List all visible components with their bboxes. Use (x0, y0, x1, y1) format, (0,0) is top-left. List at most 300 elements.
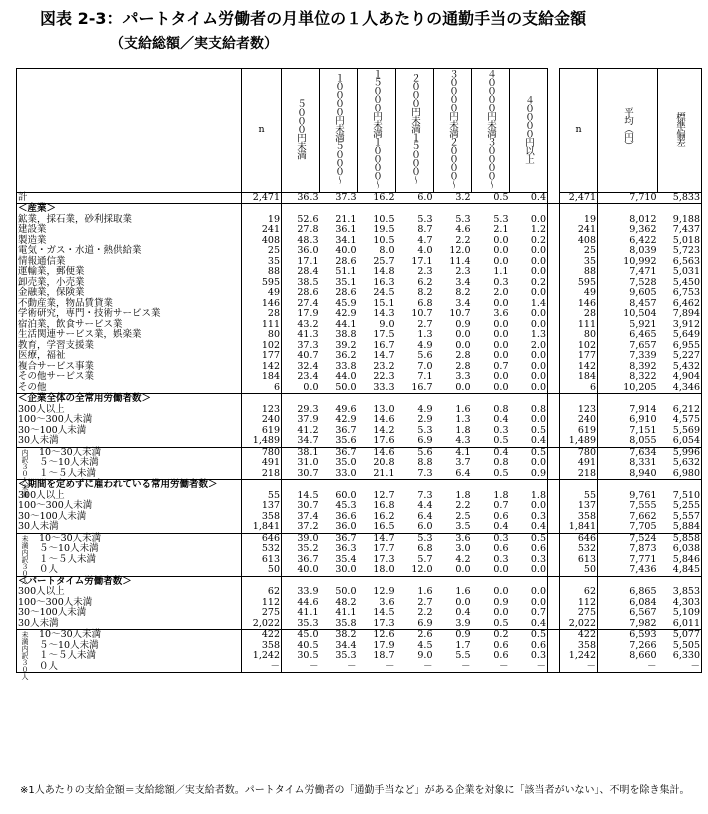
table-row (17, 278, 702, 289)
cell-value: 0.3 (530, 650, 546, 661)
cell-value: 0.9 (455, 318, 471, 330)
column-gap (548, 225, 560, 236)
table-row (17, 491, 702, 502)
cell-value: 0.5 (530, 424, 546, 436)
cell-value: 14.5 (297, 489, 319, 501)
cell-value: 0.3 (493, 553, 509, 565)
cell-value: 0.0 (493, 607, 509, 618)
cell-value: 0.3 (530, 510, 546, 522)
row-label: 10～30人未満 未満内訳３０人 (17, 630, 242, 641)
cell-value: 3.3 (455, 371, 471, 382)
cell-value: 8,660 (629, 650, 657, 661)
column-gap (548, 630, 560, 641)
row-label: 医療，福祉 (17, 351, 242, 362)
row-label: 金融業，保険業 (17, 288, 242, 299)
cell-value: 8,055 (598, 436, 658, 447)
column-gap (548, 491, 560, 502)
row-label: ５～10人未満 (17, 458, 242, 469)
row-label: 教育，学習支援業 (17, 341, 242, 352)
cell-value: 1,841 (242, 522, 282, 533)
cell-value: 12.0 (449, 245, 471, 256)
cell-value: 6,865 (629, 586, 657, 597)
column-gap (548, 619, 560, 630)
cell-value: 9,761 (629, 489, 657, 501)
cell-value: 12.6 (373, 629, 395, 640)
cell-value: 33.0 (320, 469, 358, 480)
cell-value: 4.5 (417, 639, 433, 651)
cell-value: 146 (560, 299, 598, 310)
cell-value: 8.7 (417, 224, 433, 235)
cell-value: 49 (560, 288, 598, 299)
column-gap (548, 405, 560, 416)
cell-value: 1.8 (455, 424, 471, 436)
cell-value: 422 (560, 630, 598, 641)
cell-value: 4.3 (434, 436, 472, 447)
cell-value: 177 (242, 351, 282, 362)
header-row (17, 69, 702, 193)
cell-value: 4.9 (417, 403, 433, 415)
cell-value: 0.0 (530, 308, 546, 319)
cell-value: 5.6 (417, 350, 433, 361)
cell-value: 37.3 (297, 339, 319, 351)
cell-value: 39.2 (335, 339, 357, 351)
cell-value (320, 204, 358, 215)
cell-value: 0.0 (493, 245, 509, 256)
cell-value: 102 (560, 341, 598, 352)
cell-value: 0.0 (530, 414, 546, 425)
cell-value: 8.2 (417, 287, 433, 298)
column-gap (548, 236, 560, 247)
cell-value: 275 (560, 608, 598, 619)
cell-value: 111 (560, 320, 598, 331)
cell-value: 30.0 (320, 565, 358, 576)
row-label: 学術研究，専門・技術サービス業 (17, 309, 242, 320)
row-label: 生活関連サービス業，娯楽業 (17, 330, 242, 341)
cell-value: 0.4 (472, 522, 510, 533)
cell-value: 0.0 (530, 255, 546, 267)
cell-value: 0.2 (530, 234, 546, 246)
header-10000-15000: １５０００円未満１００００～ (358, 69, 396, 193)
cell-value: 0.0 (493, 329, 509, 340)
cell-value: 4.4 (417, 500, 433, 511)
cell-value: 5.3 (493, 213, 509, 225)
cell-value: 7,657 (629, 339, 657, 351)
cell-value: 13.0 (373, 403, 395, 415)
cell-value: － (560, 662, 598, 673)
cell-value: 1.6 (417, 586, 433, 597)
row-label: 情報通信業 (17, 257, 242, 268)
cell-value: 0.5 (530, 532, 546, 544)
cell-value: 0.3 (493, 532, 509, 544)
cell-value: 3.7 (455, 457, 471, 468)
cell-value: 7,524 (629, 532, 657, 544)
cell-value: 1.8 (455, 489, 471, 501)
cell-value: 532 (242, 544, 282, 555)
cell-value (510, 204, 548, 215)
cell-value: 7,771 (629, 553, 657, 565)
cell-value: 6.0 (396, 522, 434, 533)
cell-value: 0.0 (472, 383, 510, 394)
cell-value: 16.2 (358, 192, 396, 204)
cell-value: 37.4 (297, 510, 319, 522)
cell-value: 0.0 (472, 565, 510, 576)
cell-value: － (658, 662, 702, 673)
cell-value (560, 204, 598, 215)
cell-value: 2.8 (455, 360, 471, 372)
cell-value: 18.7 (373, 650, 395, 661)
row-label: １～５人未満 (17, 651, 242, 662)
cell-value: 14.3 (373, 308, 395, 319)
table-row (17, 501, 702, 512)
table-row (17, 512, 702, 523)
cell-value: 0.8 (493, 457, 509, 468)
cell-value: 6,593 (629, 629, 657, 640)
cell-value: 6.9 (396, 619, 434, 630)
cell-value (598, 480, 658, 491)
cell-value: 50.0 (320, 383, 358, 394)
column-gap (548, 501, 560, 512)
cell-value: 0.5 (472, 469, 510, 480)
cell-value: 35 (560, 257, 598, 268)
cell-value: 25 (242, 246, 282, 257)
column-gap (548, 587, 560, 598)
table-row (17, 394, 702, 405)
cell-value: 41.2 (297, 424, 319, 436)
row-label: 複合サービス事業 (17, 362, 242, 373)
cell-value: 12.9 (373, 586, 395, 597)
cell-value: 5,649 (658, 330, 702, 341)
cell-value: 8.2 (455, 287, 471, 298)
cell-value: 112 (242, 598, 282, 609)
cell-value: 10,205 (598, 383, 658, 394)
cell-value: 17.3 (358, 619, 396, 630)
cell-value: 0.2 (493, 629, 509, 640)
cell-value: 49.6 (335, 403, 357, 415)
cell-value: 5,557 (658, 512, 702, 523)
cell-value: 1.8 (493, 489, 509, 501)
cell-value (396, 204, 434, 215)
cell-value: 2,022 (242, 619, 282, 630)
cell-value: 6,462 (658, 299, 702, 310)
cell-value: 408 (560, 236, 598, 247)
header-15000-20000: ２０００円未満１５０００～ (396, 69, 434, 193)
cell-value: 20.8 (373, 457, 395, 468)
cell-value: 6,011 (658, 619, 702, 630)
cell-value: 5,723 (658, 246, 702, 257)
column-gap (548, 267, 560, 278)
cell-value (658, 394, 702, 405)
table-row (17, 651, 702, 662)
cell-value: 0.7 (530, 607, 546, 618)
cell-value: 5,921 (629, 318, 657, 330)
cell-value: 780 (242, 447, 282, 458)
column-gap (548, 278, 560, 289)
cell-value (282, 394, 320, 405)
row-label: 計 (17, 192, 242, 204)
table-row (17, 225, 702, 236)
table-row (17, 619, 702, 630)
cell-value: 35.6 (320, 436, 358, 447)
cell-value: 0.0 (455, 329, 471, 340)
row-label: ０人 (17, 565, 242, 576)
cell-value: 0.6 (530, 639, 546, 651)
cell-value: 5.5 (455, 650, 471, 661)
cell-value: 7,705 (598, 522, 658, 533)
cell-value: 0.0 (530, 213, 546, 225)
table-row (17, 608, 702, 619)
cell-value: 41.1 (297, 607, 319, 618)
cell-value: 4.7 (417, 234, 433, 246)
cell-value: 0.5 (530, 446, 546, 458)
cell-value: － (434, 662, 472, 673)
row-label: 100～300人未満 (17, 598, 242, 609)
cell-value: 2.3 (417, 266, 433, 277)
cell-value: 240 (560, 415, 598, 426)
cell-value: 0.0 (530, 586, 546, 597)
cell-value: 613 (242, 555, 282, 566)
cell-value: 17.6 (358, 436, 396, 447)
column-gap (548, 436, 560, 447)
cell-value: 5,077 (658, 630, 702, 641)
cell-value: 7,151 (629, 424, 657, 436)
header-30000-40000: ４００００円未満３００００～ (472, 69, 510, 193)
cell-value: 1.7 (455, 639, 471, 651)
cell-value: 37.3 (320, 192, 358, 204)
cell-value (434, 480, 472, 491)
header-over-40000: ４００００円以上 (510, 69, 548, 193)
row-label: その他 (17, 383, 242, 394)
cell-value: 25.7 (373, 255, 395, 267)
cell-value: 184 (560, 372, 598, 383)
cell-value: 613 (560, 555, 598, 566)
cell-value: 8,940 (598, 469, 658, 480)
cell-value: 10.5 (373, 213, 395, 225)
cell-value: 7,894 (658, 309, 702, 320)
cell-value: 3.9 (434, 619, 472, 630)
header-std-dev: 標準偏差 (658, 69, 702, 193)
cell-value: 28 (242, 309, 282, 320)
cell-value (510, 394, 548, 405)
cell-value (472, 394, 510, 405)
cell-value: 5,432 (658, 362, 702, 373)
table-row (17, 630, 702, 641)
column-gap (548, 458, 560, 469)
cell-value: 1.6 (455, 403, 471, 415)
cell-value: 50.0 (335, 586, 357, 597)
group-label: 未満内訳３０人 (21, 534, 29, 584)
cell-value: 4.6 (455, 224, 471, 235)
cell-value: 5,109 (658, 608, 702, 619)
table-row (17, 257, 702, 268)
cell-value: 0.0 (493, 318, 509, 330)
cell-value: 6,753 (658, 288, 702, 299)
cell-value: 8,322 (629, 371, 657, 382)
cell-value: 1.1 (493, 266, 509, 277)
cell-value (242, 394, 282, 405)
cell-value: 0.0 (530, 371, 546, 382)
cell-value: 38.8 (335, 329, 357, 340)
cell-value (320, 394, 358, 405)
cell-value (358, 204, 396, 215)
cell-value: 35.2 (297, 543, 319, 554)
cell-value: 0.9 (455, 629, 471, 640)
cell-value: 491 (242, 458, 282, 469)
cell-value: 16.3 (373, 276, 395, 288)
cell-value: 7,662 (629, 510, 657, 522)
cell-value: 0.0 (530, 360, 546, 372)
row-label: 300人以上 (17, 587, 242, 598)
cell-value: 7,437 (658, 225, 702, 236)
cell-value: 3.2 (434, 192, 472, 204)
cell-value: 0.0 (455, 596, 471, 608)
cell-value: 0.3 (493, 276, 509, 288)
column-gap (548, 215, 560, 226)
cell-value: － (598, 662, 658, 673)
cell-value: 62 (242, 587, 282, 598)
cell-value: 16.8 (373, 500, 395, 511)
cell-value: 36.0 (297, 245, 319, 256)
column-gap (548, 320, 560, 331)
cell-value: 532 (560, 544, 598, 555)
cell-value: 35.3 (335, 650, 357, 661)
cell-value: 7,710 (598, 192, 658, 204)
row-label: その他サービス業 (17, 372, 242, 383)
cell-value: 34.7 (282, 436, 320, 447)
row-label: ５～10人未満 (17, 544, 242, 555)
cell-value: 2,471 (242, 192, 282, 204)
cell-value: 142 (242, 362, 282, 373)
cell-value: 18.0 (358, 565, 396, 576)
cell-value: － (510, 662, 548, 673)
column-gap (548, 426, 560, 437)
cell-value: 9.0 (379, 318, 395, 330)
cell-value: 14.5 (373, 607, 395, 618)
row-label: 300人以上 (17, 405, 242, 416)
cell-value: 0.6 (493, 510, 509, 522)
group-label: 内訳３０人未満 (21, 448, 29, 498)
cell-value: 6,212 (658, 405, 702, 416)
header-20000-30000: ３００００円未満２００００～ (434, 69, 472, 193)
cell-value: 6,422 (629, 234, 657, 246)
cell-value: 4.1 (455, 446, 471, 458)
cell-value: 17.7 (373, 543, 395, 554)
cell-value: 80 (242, 330, 282, 341)
cell-value: 45.3 (335, 500, 357, 511)
column-gap (548, 309, 560, 320)
table-row (17, 372, 702, 383)
table-row (17, 405, 702, 416)
cell-value: 2.6 (417, 629, 433, 640)
cell-value: 8,039 (629, 245, 657, 256)
cell-value: 14.7 (373, 350, 395, 361)
cell-value: 29.3 (297, 403, 319, 415)
table-row (17, 204, 702, 215)
row-label: 100～300人未満 (17, 501, 242, 512)
cell-value: 3.6 (493, 308, 509, 319)
cell-value: 10,504 (623, 308, 657, 319)
cell-value: 30.7 (282, 469, 320, 480)
header-5000-10000: １００００円未満５０００～ (320, 69, 358, 193)
cell-value: 36.7 (335, 424, 357, 436)
table-row (17, 415, 702, 426)
cell-value: 8.8 (417, 457, 433, 468)
column-gap (548, 394, 560, 405)
row-label: 30人未満 (17, 436, 242, 447)
cell-value (242, 480, 282, 491)
cell-value (434, 394, 472, 405)
cell-value: 7,914 (629, 403, 657, 415)
cell-value: 0.0 (510, 565, 548, 576)
cell-value: 6.4 (434, 469, 472, 480)
table-row (17, 522, 702, 533)
cell-value: 6.8 (417, 297, 433, 309)
table-row (17, 565, 702, 576)
cell-value: 34.1 (335, 234, 357, 246)
cell-value: 36.7 (297, 553, 319, 565)
cell-value: 1.8 (530, 489, 546, 501)
cell-value (510, 480, 548, 491)
cell-value: 5.6 (417, 446, 433, 458)
cell-value: 7.3 (396, 469, 434, 480)
cell-value: 21.1 (358, 469, 396, 480)
cell-value: 37.2 (282, 522, 320, 533)
table-row (17, 458, 702, 469)
cell-value: 8,392 (629, 360, 657, 372)
row-label: 卸売業，小売業 (17, 278, 242, 289)
cell-value: 1.3 (417, 329, 433, 340)
header-n2: n (560, 69, 598, 193)
cell-value: 0.6 (530, 543, 546, 554)
cell-value: 0.0 (530, 350, 546, 361)
cell-value: 48.2 (335, 596, 357, 608)
cell-value: 14.6 (373, 414, 395, 425)
table-row (17, 341, 702, 352)
cell-value (282, 480, 320, 491)
table-row (17, 246, 702, 257)
cell-value: 25 (560, 246, 598, 257)
table-row (17, 662, 702, 673)
cell-value: 36.3 (335, 543, 357, 554)
cell-value: 17.3 (373, 553, 395, 565)
cell-value: 19.5 (373, 224, 395, 235)
column-gap (548, 662, 560, 673)
column-gap (548, 447, 560, 458)
cell-value: 50 (560, 565, 598, 576)
column-gap (548, 383, 560, 394)
cell-value (358, 394, 396, 405)
row-label: ＜期間を定めずに雇われている常用労働者数＞ (17, 480, 242, 491)
table-row (17, 192, 702, 204)
cell-value: 0.0 (455, 339, 471, 351)
column-gap (548, 533, 560, 544)
cell-value: 0.6 (493, 650, 509, 661)
row-label: ＜企業全体の全常用労働者数＞ (17, 394, 242, 405)
cell-value: 41.3 (297, 329, 319, 340)
cell-value: 0.7 (493, 500, 509, 511)
cell-value: 50 (242, 565, 282, 576)
cell-value: 2.0 (530, 339, 546, 351)
cell-value: 1,489 (560, 436, 598, 447)
cell-value: 0.0 (530, 457, 546, 468)
cell-value: 38.5 (297, 276, 319, 288)
cell-value: 27.4 (297, 297, 319, 309)
cell-value: 0.4 (510, 436, 548, 447)
cell-value: 16.2 (373, 510, 395, 522)
cell-value: 5,833 (658, 192, 702, 204)
cell-value: 11.4 (449, 255, 471, 267)
cell-value: 32.4 (297, 360, 319, 372)
cell-value: 23.2 (373, 360, 395, 372)
